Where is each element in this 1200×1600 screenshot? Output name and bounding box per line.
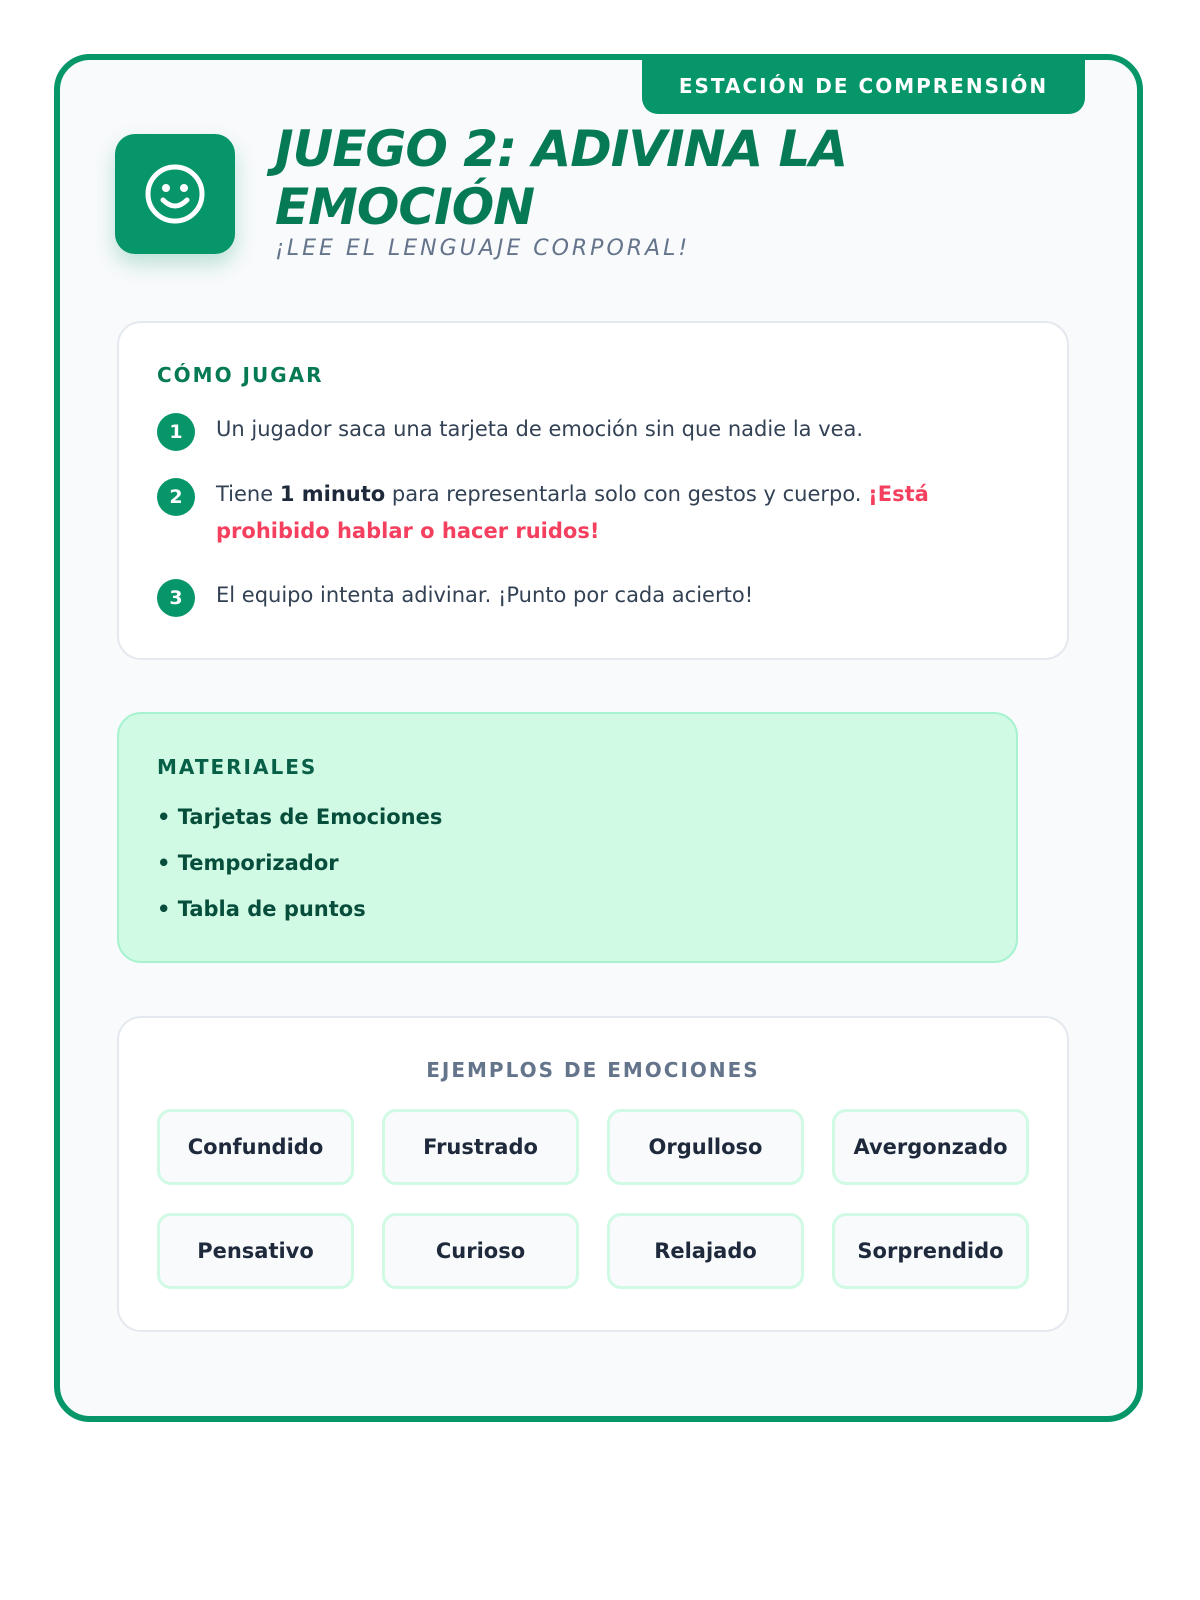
step-text-rest: para representarla solo con gestos y cuerpo. bbox=[385, 482, 869, 506]
emotion-examples-heading: EJEMPLOS DE EMOCIONES bbox=[426, 1058, 760, 1082]
smiley-face-icon bbox=[143, 162, 207, 226]
step-text: Un jugador saca una tarjeta de emoción sin que nadie la vea. bbox=[216, 417, 864, 441]
step-item bbox=[157, 415, 1017, 451]
how-to-play-panel bbox=[117, 321, 1069, 660]
step-number-badge: 3 bbox=[157, 579, 195, 617]
step-item bbox=[157, 581, 1017, 617]
step-time-limit: 1 minuto bbox=[279, 482, 386, 506]
materials-list bbox=[157, 802, 442, 940]
materials-heading: MATERIALES bbox=[157, 755, 318, 779]
emotion-chip-grid bbox=[157, 1109, 1031, 1289]
emotion-chip: Curioso bbox=[382, 1213, 579, 1289]
material-item: • Tarjetas de Emociones bbox=[157, 805, 443, 829]
step-text: El equipo intenta adivinar. ¡Punto por cada acierto! bbox=[216, 583, 754, 607]
step-number-badge: 1 bbox=[157, 413, 195, 451]
page-title: JUEGO 2: ADIVINA LA EMOCIÓN bbox=[275, 120, 848, 236]
emotion-chip: Sorprendido bbox=[832, 1213, 1029, 1289]
emotion-chip: Orgulloso bbox=[607, 1109, 804, 1185]
emotion-chip: Confundido bbox=[157, 1109, 354, 1185]
station-tag: ESTACIÓN DE COMPRENSIÓN bbox=[642, 58, 1085, 114]
how-to-play-heading: CÓMO JUGAR bbox=[157, 363, 324, 387]
game-card bbox=[54, 54, 1143, 1422]
material-item: • Tabla de puntos bbox=[157, 897, 366, 921]
step-number-badge: 2 bbox=[157, 478, 195, 516]
page-subtitle: ¡LEE EL LENGUAJE CORPORAL! bbox=[275, 236, 691, 261]
material-item: • Temporizador bbox=[157, 851, 339, 875]
emotion-chip: Frustrado bbox=[382, 1109, 579, 1185]
step-text-start: Tiene bbox=[216, 482, 280, 506]
no-talking-warning: ¡Está prohibido hablar o hacer ruidos! bbox=[216, 482, 929, 543]
emotion-icon-badge bbox=[115, 134, 235, 254]
emotion-chip: Pensativo bbox=[157, 1213, 354, 1289]
step-item bbox=[157, 480, 1017, 550]
step-text bbox=[216, 476, 1017, 550]
emotion-chip: Relajado bbox=[607, 1213, 804, 1289]
materials-panel bbox=[117, 712, 1018, 963]
emotion-chip: Avergonzado bbox=[832, 1109, 1029, 1185]
emotion-examples-panel bbox=[117, 1016, 1069, 1332]
